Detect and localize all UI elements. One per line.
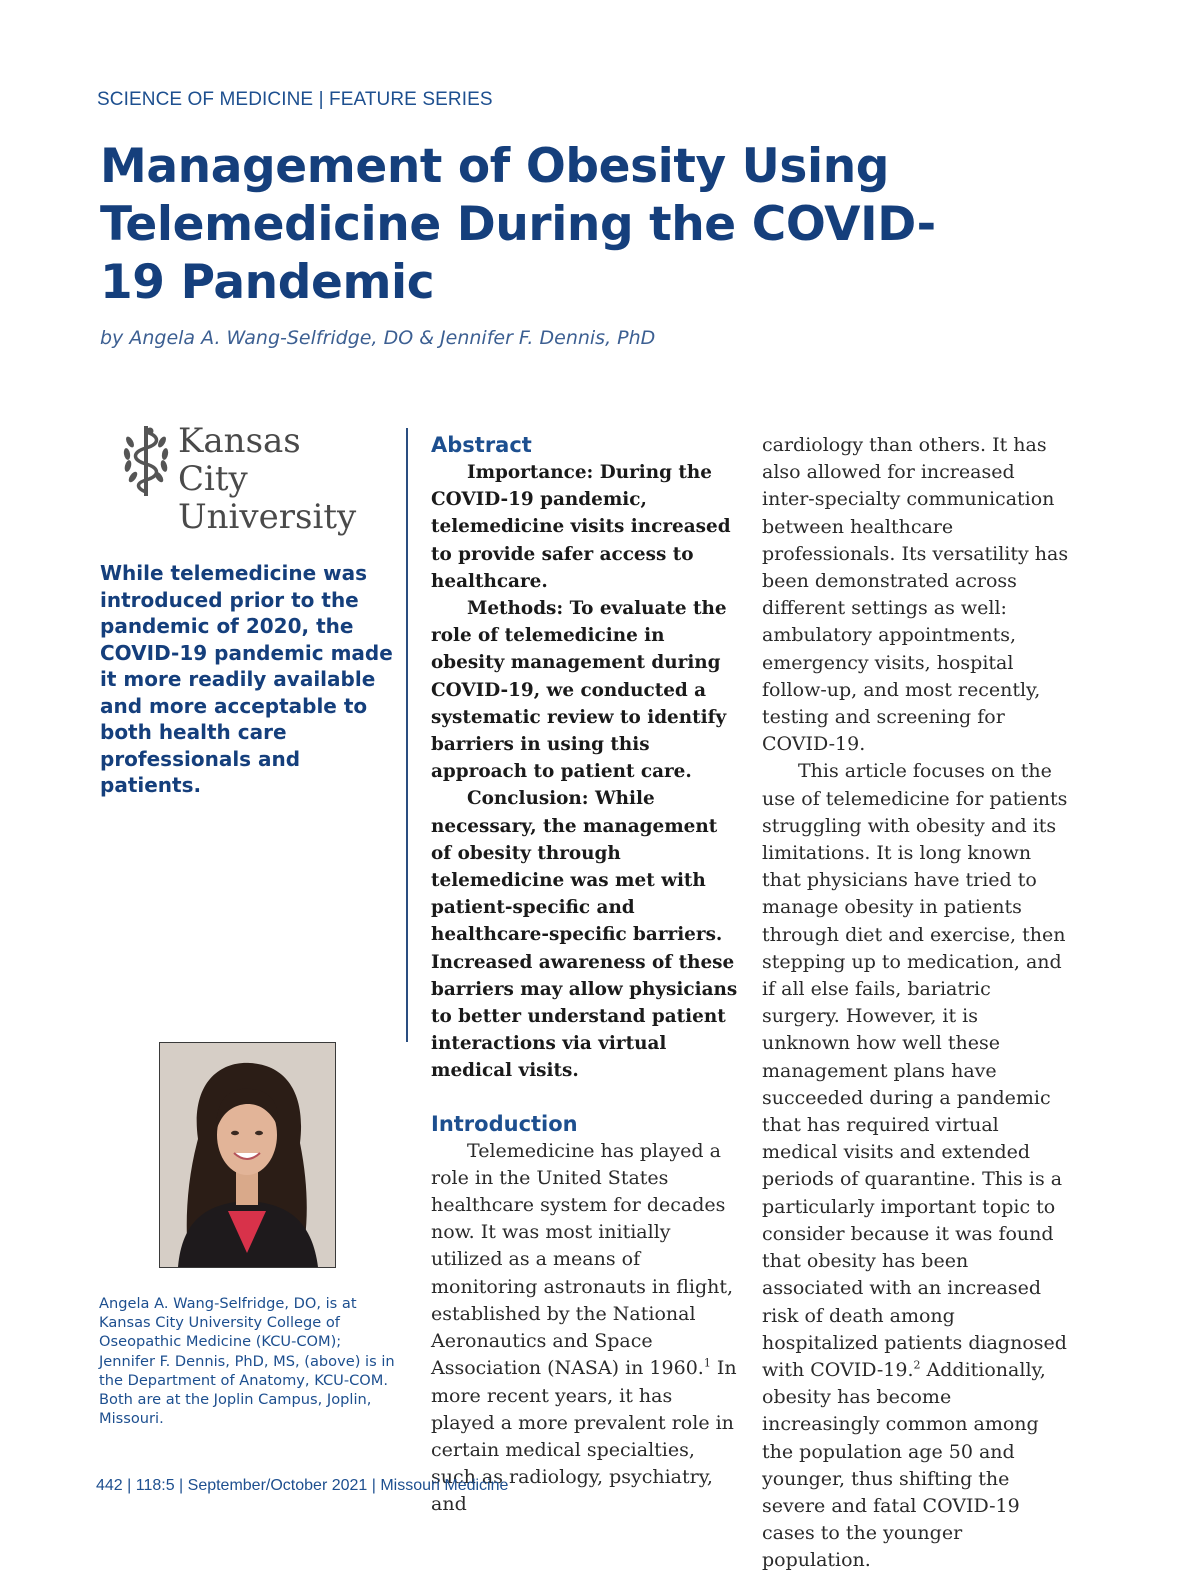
abstract-heading: Abstract bbox=[431, 433, 532, 457]
page-footer: 442 | 118:5 | September/October 2021 | Missouri Medicine bbox=[96, 1477, 509, 1494]
author-photo bbox=[159, 1042, 336, 1268]
column-right bbox=[762, 432, 1072, 1575]
introduction-heading: Introduction bbox=[431, 1111, 578, 1136]
byline: by Angela A. Wang-Selfridge, DO & Jennifer F. Dennis, PhD bbox=[100, 327, 656, 349]
column-middle bbox=[431, 431, 741, 1519]
reference-1: 1 bbox=[703, 1356, 711, 1370]
intro-p1-continued-start: In more recent years, it has played a more prevalent role in certain medical specialties, such as radiology, psychiatry, and bbox=[431, 1357, 737, 1516]
intro-p2-text: This article focuses on the use of telemedicine for patients struggling with obesity and its limitations. It is long known that physicians have tried to manage obesity in patients through diet and exercise, then stepping up to medication, and if all else fails, bariatric surgery. However, it is unknown how well these management plans have succeeded during a pandemic that has required virtual medical visits and extended periods of quarantine. This is a particularly important topic to consider because it was found that obesity has been associated with an increased risk of death among hospitalized patients diagnosed with COVID-19. bbox=[762, 760, 1068, 1381]
column-divider bbox=[406, 428, 408, 1042]
abstract-importance: Importance: During the COVID-19 pandemic, telemedicine visits increased to provide safer access to healthcare. bbox=[431, 462, 731, 592]
intro-paragraph-1-continued: cardiology than others. It has also allowed for increased inter-specialty communication between healthcare professionals. Its versatility has been demonstrated across different settings as well: ambulatory appointments, emergency visits, hospital follow-up, and most recently, testing and screening for COVID-19. bbox=[762, 434, 1069, 756]
kcu-logo bbox=[120, 420, 380, 537]
logo-line-1: Kansas City bbox=[178, 421, 301, 499]
intro-paragraph-1 bbox=[431, 1138, 741, 1519]
intro-p1-text: Telemedicine has played a role in the United States healthcare system for decades now. It was most initially utilized as a means of monitoring astronauts in flight, established by the National Aeronautics and Space Association (NASA) in 1960. bbox=[431, 1139, 734, 1380]
article-title: Management of Obesity Using Telemedicine During the COVID-19 Pandemic bbox=[100, 139, 936, 310]
caduceus-icon bbox=[120, 420, 172, 502]
intro-p2-text-end: Additionally, obesity has become increasingly common among the population age 50 and younger, thus shifting the severe and fatal COVID-19 cases to the younger population. bbox=[762, 1358, 1046, 1572]
author-caption: Angela A. Wang-Selfridge, DO, is at Kansas City University College of Oseopathic Medicine (KCU-COM); Jennifer F. Dennis, PhD, MS, (above) is in the Department of Anatomy, KCU-COM. Both are at the Joplin Campus, Joplin, Missouri. bbox=[99, 1295, 395, 1428]
section-kicker: SCIENCE OF MEDICINE | FEATURE SERIES bbox=[97, 89, 493, 110]
abstract-conclusion: Conclusion: While necessary, the management of obesity through telemedicine was met with patient-specific and healthcare-specific barriers. Increased awareness of these barriers may allow physicians to better understand patient interactions via virtual medical visits. bbox=[431, 788, 738, 1082]
intro-paragraph-2 bbox=[762, 758, 1072, 1574]
pull-quote: While telemedicine was introduced prior to the pandemic of 2020, the COVID-19 pandemic made it more readily available and more acceptable to both health care professionals and patients. bbox=[100, 561, 393, 797]
reference-2: 2 bbox=[913, 1358, 921, 1372]
abstract-methods: Methods: To evaluate the role of telemedicine in obesity management during COVID-19, we conducted a systematic review to identify barriers in using this approach to patient care. bbox=[431, 598, 727, 783]
logo-line-2: University bbox=[178, 497, 357, 537]
